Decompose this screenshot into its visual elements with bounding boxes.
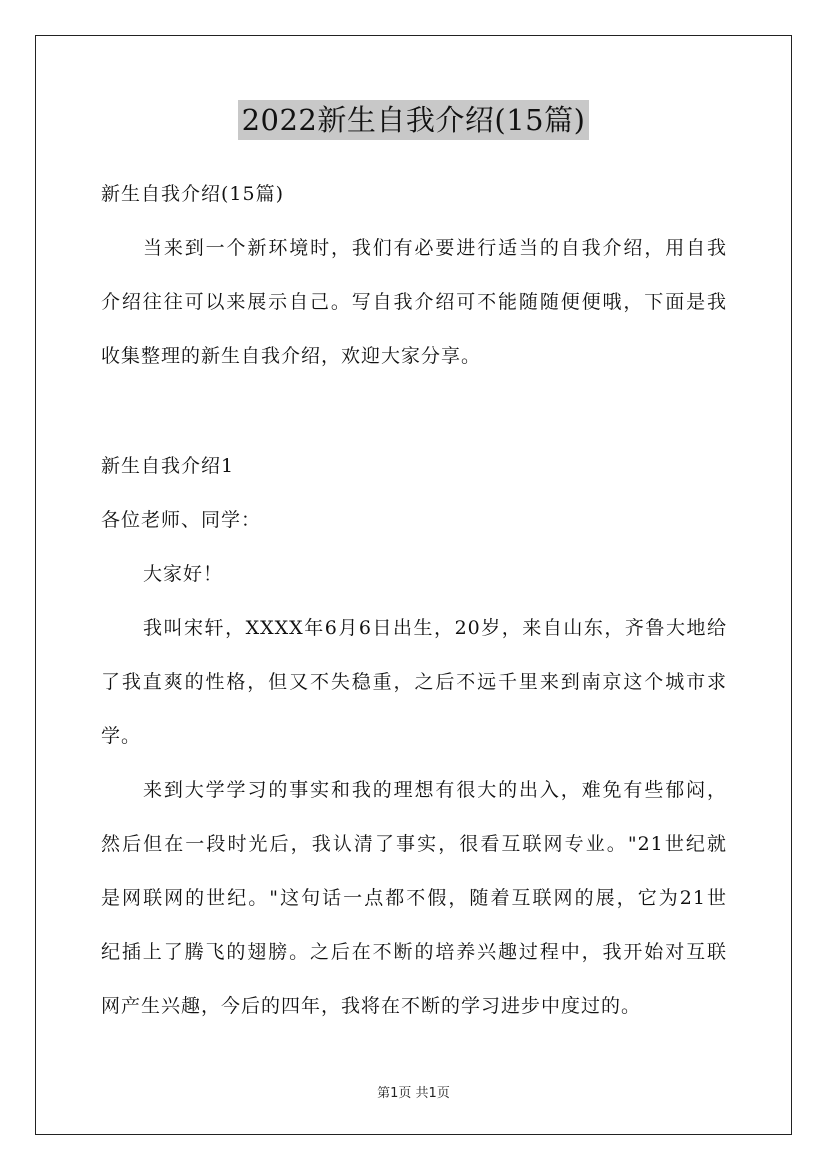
paragraph1-line-3: 学。: [101, 725, 142, 747]
paragraph1-line-2: 了我直爽的性格，但又不失稳重，之后不远千里来到南京这个城市求: [101, 671, 727, 693]
paragraph1-line-1: 我叫宋轩，XXXX年6月6日出生，20岁，来自山东，齐鲁大地给: [143, 617, 727, 639]
greeting: 大家好！: [143, 563, 224, 585]
section-heading: 新生自我介绍1: [101, 455, 235, 477]
paragraph2-line-2: 然后但在一段时光后，我认清了事实，很看互联网专业。"21世纪就: [101, 833, 727, 855]
intro-line-2: 介绍往往可以来展示自己。写自我介绍可不能随随便便哦，下面是我: [101, 291, 727, 313]
paragraph2-line-3: 是网联网的世纪。"这句话一点都不假，随着互联网的展，它为21世: [101, 887, 727, 909]
paragraph2-line-5: 网产生兴趣，今后的四年，我将在不断的学习进步中度过的。: [101, 995, 642, 1017]
salutation: 各位老师、同学：: [101, 509, 262, 531]
document-title: 2022新生自我介绍(15篇): [238, 100, 590, 140]
paragraph2-line-4: 纪插上了腾飞的翅膀。之后在不断的培养兴趣过程中，我开始对互联: [101, 941, 727, 963]
title-wrap: [0, 100, 827, 140]
page-footer: [0, 1082, 827, 1101]
intro-line-1: 当来到一个新环境时，我们有必要进行适当的自我介绍，用自我: [143, 237, 727, 259]
page-number: 第1页 共1页: [377, 1086, 450, 1101]
paragraph2-line-1: 来到大学学习的事实和我的理想有很大的出入，难免有些郁闷，: [143, 779, 727, 801]
subtitle: 新生自我介绍(15篇): [101, 183, 285, 205]
intro-line-3: 收集整理的新生自我介绍，欢迎大家分享。: [101, 345, 482, 367]
